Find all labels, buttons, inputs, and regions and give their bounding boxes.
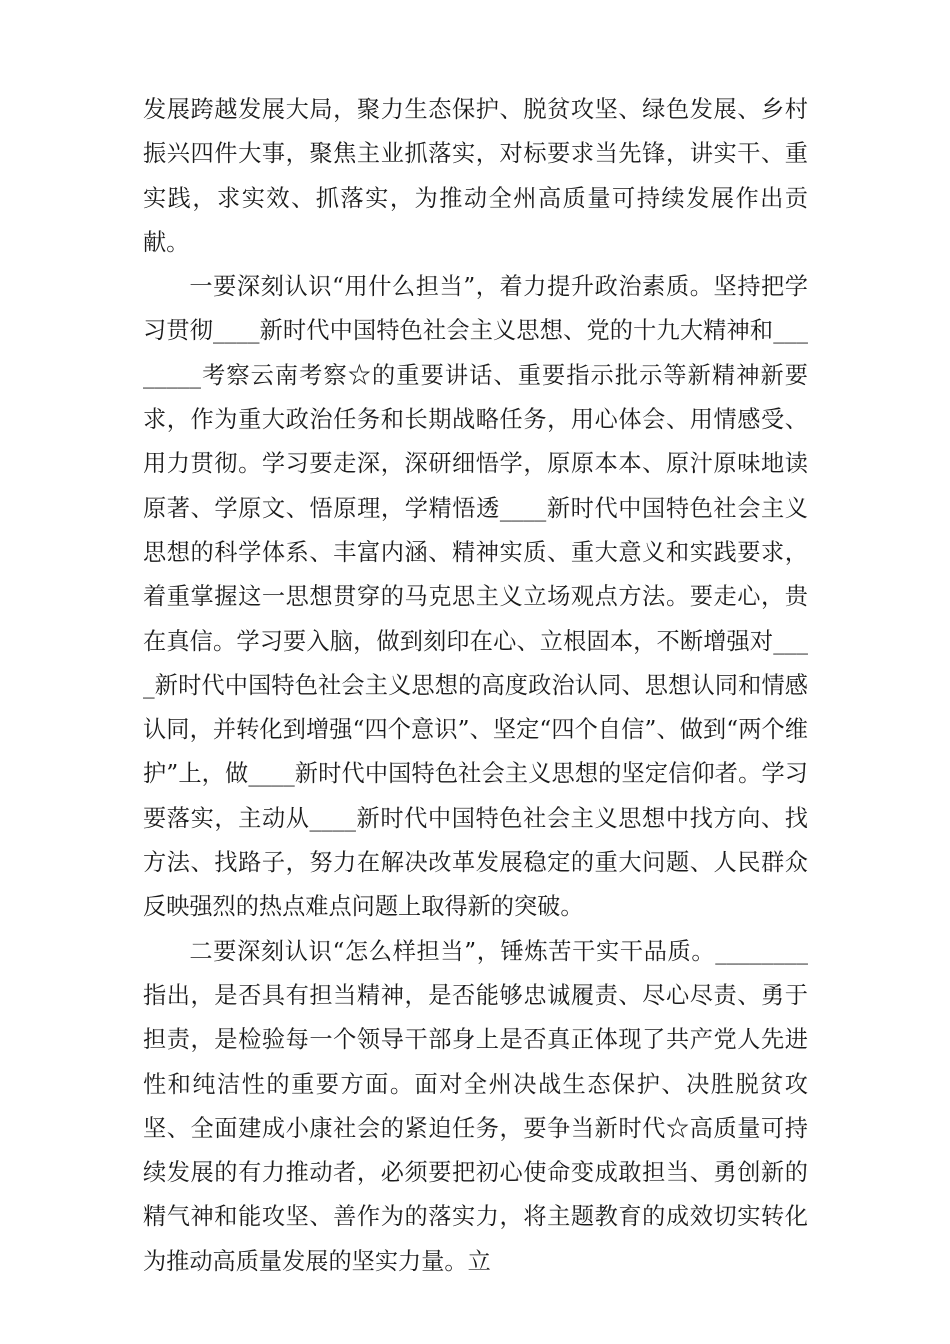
paragraph-continuation: 发展跨越发展大局，聚力生态保护、脱贫攻坚、绿色发展、乡村振兴四件大事，聚焦主业抓落实，对标要求当先锋，讲实干、重实践，求实效、抓落实，为推动全州高质量可持续发展作出贡献。 [143,96,808,256]
document-body [143,88,808,1284]
paragraph-political-quality: 一要深刻认识“用什么担当”，着力提升政治素质。坚持把学习贯彻____新时代中国特色社会主义思想、党的十九大精神和________考察云南考察☆的重要讲话、重要指示批示等新精神新要求，作为重大政治任务和长期战略任务，用心体会、用情感受、用力贯彻。学习要走深，深研细悟学，原原本本、原汁原味地读原著、学原文、悟原理，学精悟透____新时代中国特色社会主义思想的科学体系、丰富内涵、精神实质、重大意义和实践要求，着重掌握这一思想贯穿的马克思主义立场观点方法。要走心，贵在真信。学习要入脑，做到刻印在心、立根固本，不断增强对____新时代中国特色社会主义思想的高度政治认同、思想认同和情感认同，并转化到增强“四个意识”、坚定“四个自信”、做到“两个维护”上，做____新时代中国特色社会主义思想的坚定信仰者。学习要落实，主动从____新时代中国特色社会主义思想中找方向、找方法、找路子，努力在解决改革发展稳定的重大问题、人民群众反映强烈的热点难点问题上取得新的突破。 [143,273,808,921]
paragraph-hard-work-quality: 二要深刻认识“怎么样担当”，锤炼苦干实干品质。________指出，是否具有担当精神，是否能够忠诚履责、尽心尽责、勇于担责，是检验每一个领导干部身上是否真正体现了共产党人先进性和纯洁性的重要方面。面对全州决战生态保护、决胜脱贫攻坚、全面建成小康社会的紧迫任务，要争当新时代☆高质量可持续发展的有力推动者，必须要把初心使命变成敢担当、勇创新的精气神和能攻坚、善作为的落实力，将主题教育的成效切实转化为推动高质量发展的坚实力量。立 [143,937,808,1275]
